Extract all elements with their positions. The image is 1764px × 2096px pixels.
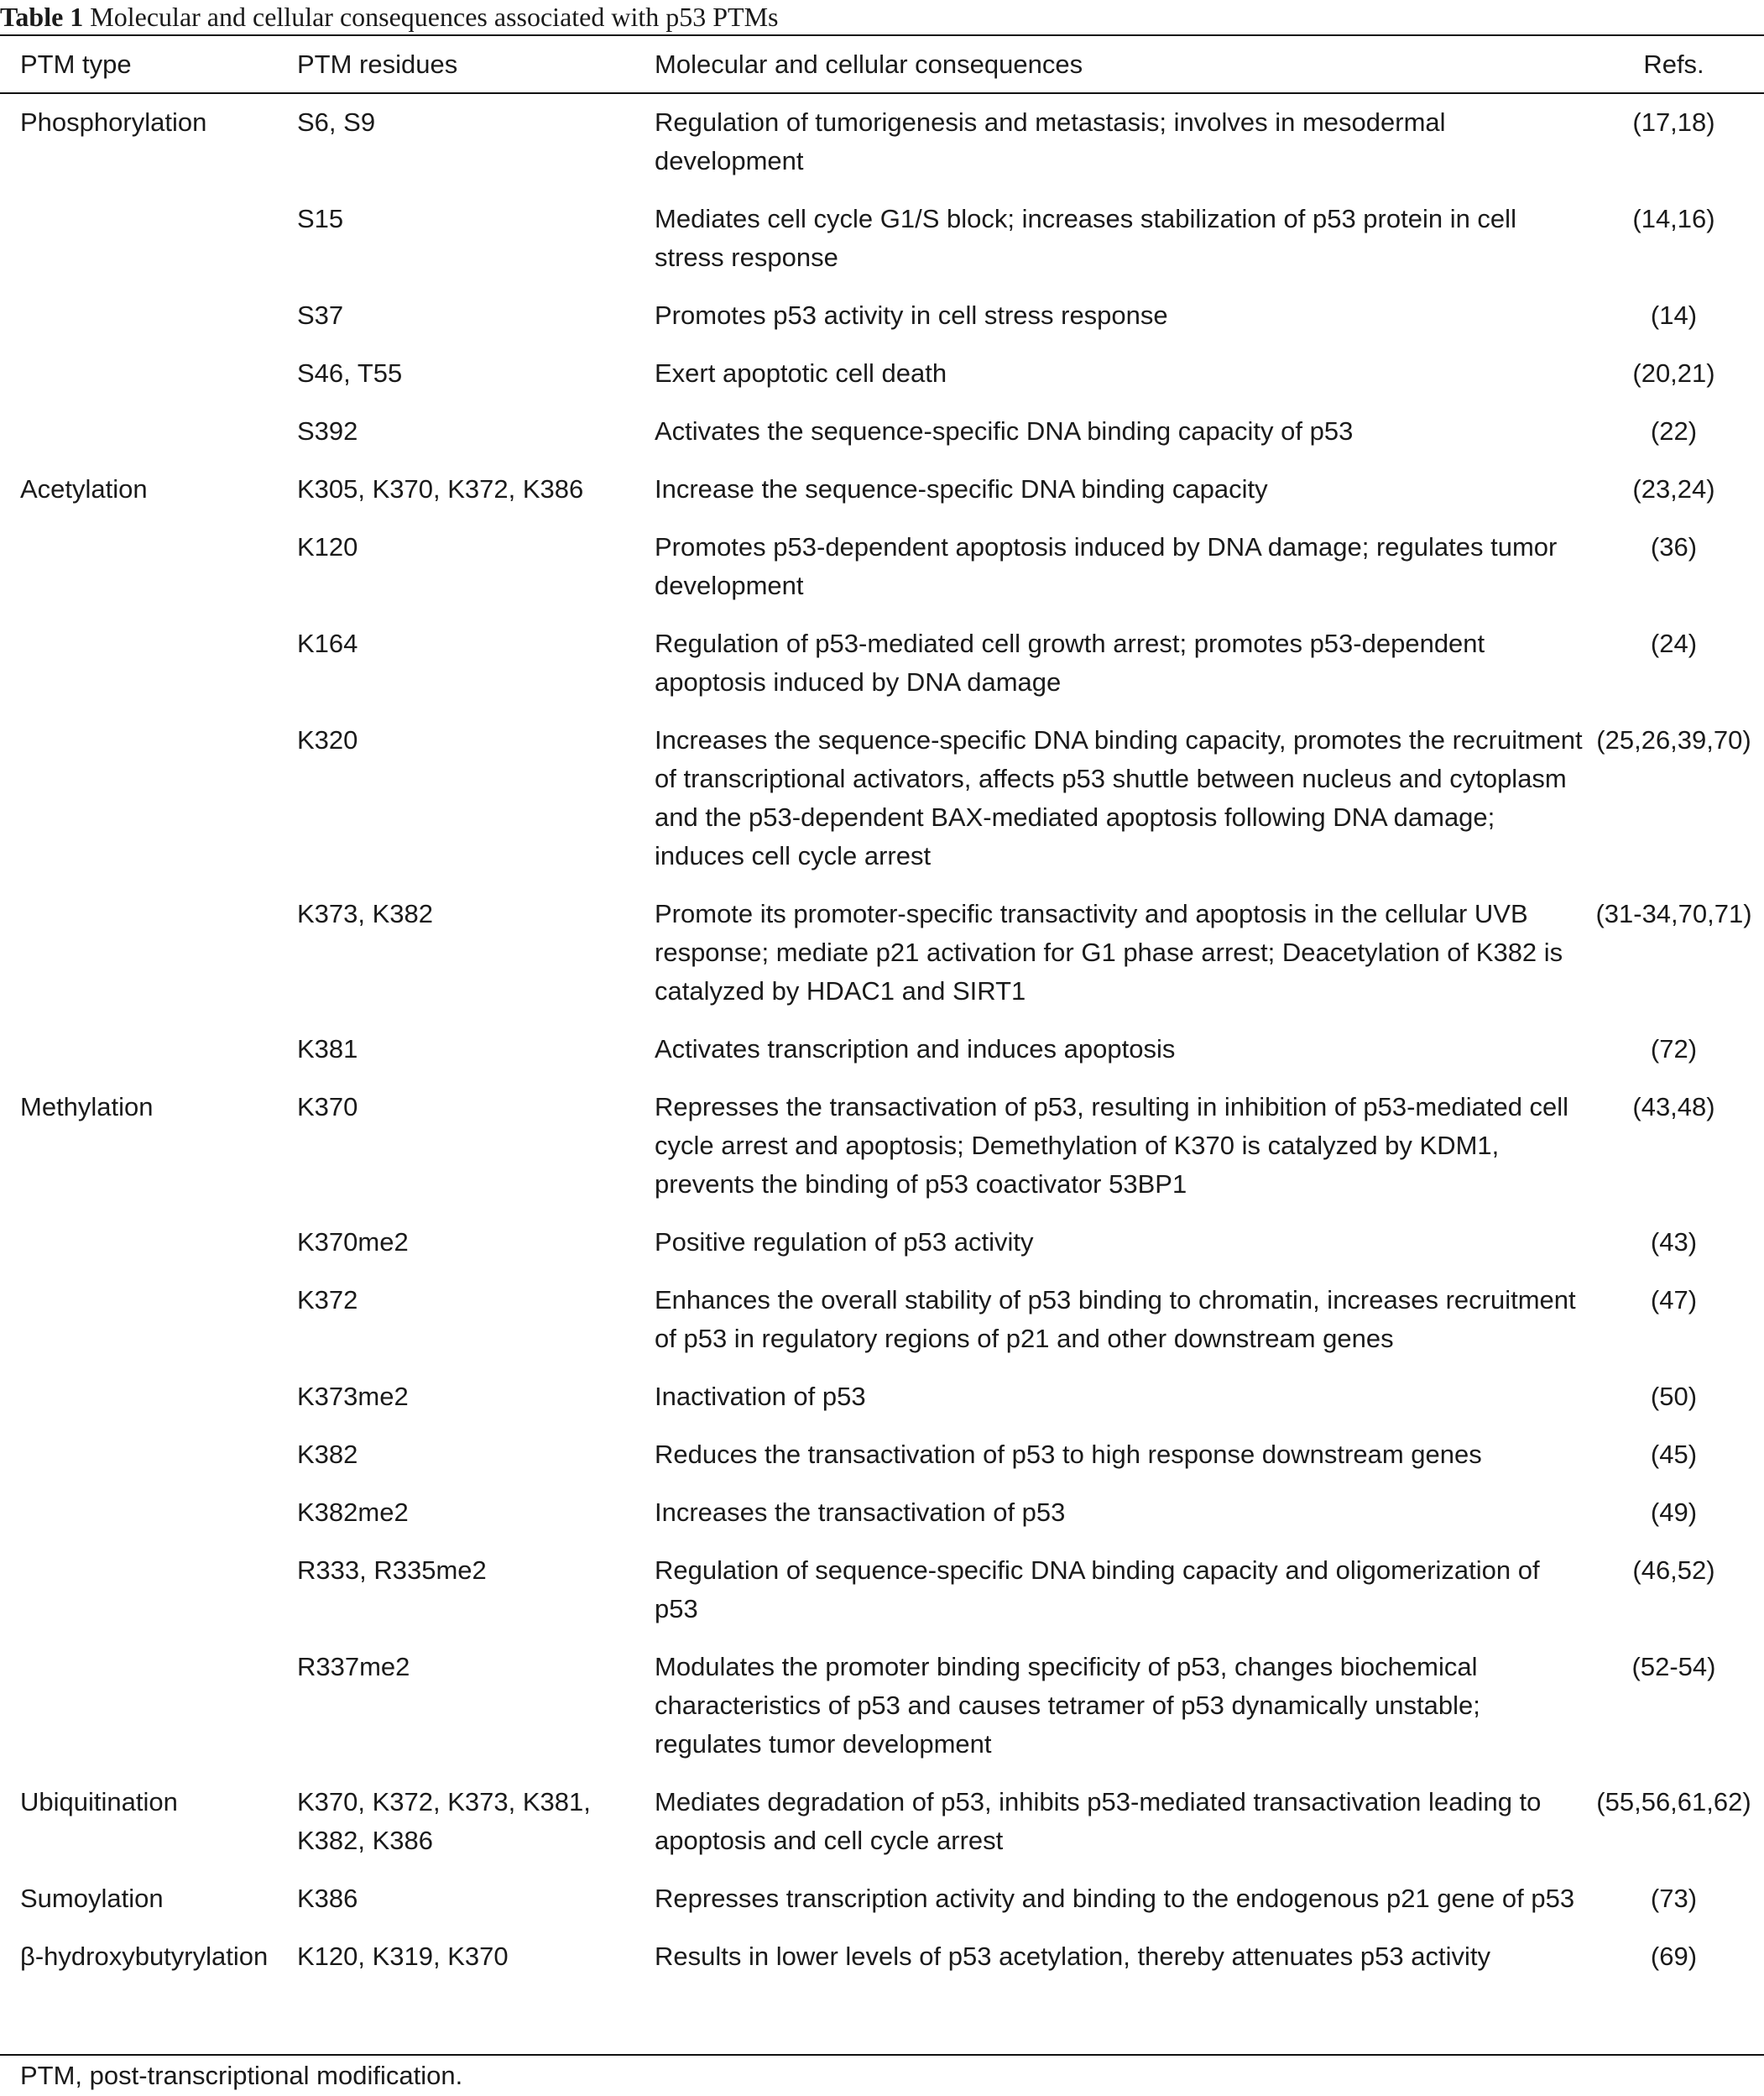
table-row — [0, 354, 1764, 412]
cell-consequences: Increases the sequence-specific DNA binding capacity, promotes the recruitment of transcriptional activators, affects p53 shuttle between nucleus and cytoplasm and the p53-dependent BAX-mediated apoptosis following DNA damage; induces cell cycle arrest — [655, 725, 1583, 870]
cell-ptm-residues: S6, S9 — [297, 107, 376, 137]
table-row — [0, 528, 1764, 625]
cell-refs: (24) — [1650, 629, 1698, 658]
cell-consequences: Represses transcription activity and binding to the endogenous p21 gene of p53 — [655, 1884, 1575, 1913]
cell-ptm-type — [0, 1551, 297, 1648]
cell-ptm-residues: S15 — [297, 204, 344, 233]
cell-ptm-type: Ubiquitination — [20, 1787, 178, 1816]
table-row — [0, 1648, 1764, 1783]
cell-refs: (14,16) — [1632, 204, 1715, 233]
cell-ptm-type: Phosphorylation — [20, 107, 207, 137]
cell-ptm-type — [0, 1281, 297, 1377]
cell-ptm-type — [0, 721, 297, 895]
cell-ptm-type — [0, 895, 297, 1030]
cell-refs: (43) — [1650, 1227, 1698, 1257]
cell-ptm-residues: K386 — [297, 1884, 358, 1913]
table-row — [0, 1551, 1764, 1648]
cell-ptm-type — [0, 625, 297, 721]
cell-ptm-type: Acetylation — [20, 474, 148, 504]
cell-refs: (31-34,70,71) — [1595, 899, 1752, 928]
table-row — [0, 1937, 1764, 1995]
cell-consequences: Increase the sequence-specific DNA binding capacity — [655, 474, 1268, 504]
bottom-rule — [0, 2054, 1764, 2056]
table-header — [0, 36, 1764, 93]
cell-refs: (47) — [1650, 1285, 1698, 1315]
header-ptm-residues: PTM residues — [297, 50, 458, 79]
cell-refs: (45) — [1650, 1440, 1698, 1469]
table-body — [0, 103, 1764, 1995]
cell-ptm-residues: K305, K370, K372, K386 — [297, 474, 584, 504]
cell-ptm-residues: S46, T55 — [297, 358, 403, 388]
table-row — [0, 296, 1764, 354]
cell-refs: (49) — [1650, 1498, 1698, 1527]
cell-consequences: Modulates the promoter binding specificity of p53, changes biochemical characteristics of p53 and causes tetramer of p53 dynamically unstable; regulates tumor development — [655, 1652, 1480, 1759]
table-row — [0, 1377, 1764, 1435]
table-title: Molecular and cellular consequences associated with p53 PTMs — [90, 2, 779, 32]
cell-consequences: Mediates degradation of p53, inhibits p53-mediated transactivation leading to apoptosis and cell cycle arrest — [655, 1787, 1542, 1855]
cell-refs: (20,21) — [1632, 358, 1715, 388]
cell-ptm-residues: K382me2 — [297, 1498, 409, 1527]
cell-consequences: Increases the transactivation of p53 — [655, 1498, 1066, 1527]
cell-ptm-residues: K373, K382 — [297, 899, 434, 928]
table-row — [0, 625, 1764, 721]
table-row — [0, 470, 1764, 528]
cell-ptm-type — [0, 200, 297, 296]
cell-refs: (25,26,39,70) — [1596, 725, 1751, 755]
table-caption — [0, 0, 1764, 34]
cell-ptm-residues: K382 — [297, 1440, 358, 1469]
cell-ptm-residues: K370, K372, K373, K381, K382, K386 — [297, 1787, 591, 1855]
cell-refs: (36) — [1650, 532, 1698, 562]
cell-consequences: Represses the transactivation of p53, resulting in inhibition of p53-mediated cell cycle arrest and apoptosis; Demethylation of K370 is catalyzed by KDM1, prevents the binding of p53 coactivator 53BP1 — [655, 1092, 1569, 1199]
cell-ptm-residues: K370me2 — [297, 1227, 409, 1257]
cell-ptm-residues: K320 — [297, 725, 358, 755]
cell-consequences: Reduces the transactivation of p53 to high response downstream genes — [655, 1440, 1482, 1469]
cell-consequences: Regulation of p53-mediated cell growth arrest; promotes p53-dependent apoptosis induced by DNA damage — [655, 629, 1485, 697]
cell-refs: (52-54) — [1631, 1652, 1716, 1681]
table-row — [0, 1783, 1764, 1879]
cell-ptm-type — [0, 1648, 297, 1783]
header-row — [0, 36, 1764, 93]
cell-consequences: Mediates cell cycle G1/S block; increases stabilization of p53 protein in cell stress response — [655, 204, 1516, 272]
cell-refs: (46,52) — [1632, 1555, 1715, 1585]
table-row — [0, 1493, 1764, 1551]
cell-ptm-residues: K372 — [297, 1285, 358, 1315]
cell-ptm-type: Methylation — [20, 1092, 154, 1121]
cell-ptm-type — [0, 354, 297, 412]
table-row — [0, 1281, 1764, 1377]
cell-ptm-residues: R333, R335me2 — [297, 1555, 487, 1585]
table-row — [0, 895, 1764, 1030]
table-row — [0, 1223, 1764, 1281]
table-row — [0, 721, 1764, 895]
cell-consequences: Regulation of sequence-specific DNA binding capacity and oligomerization of p53 — [655, 1555, 1540, 1623]
cell-ptm-residues: S392 — [297, 416, 358, 446]
cell-ptm-residues: K120, K319, K370 — [297, 1942, 509, 1971]
cell-ptm-type — [0, 1030, 297, 1088]
cell-refs: (14) — [1650, 301, 1698, 330]
cell-ptm-residues: K370 — [297, 1092, 358, 1121]
cell-refs: (17,18) — [1632, 107, 1715, 137]
cell-ptm-type — [0, 528, 297, 625]
cell-consequences: Inactivation of p53 — [655, 1382, 866, 1411]
cell-refs: (43,48) — [1632, 1092, 1715, 1121]
table-row — [0, 1879, 1764, 1937]
cell-ptm-type — [0, 1493, 297, 1551]
cell-refs: (69) — [1650, 1942, 1698, 1971]
cell-refs: (73) — [1650, 1884, 1698, 1913]
cell-ptm-type — [0, 1377, 297, 1435]
cell-ptm-type — [0, 1223, 297, 1281]
cell-ptm-type — [0, 412, 297, 470]
cell-refs: (23,24) — [1632, 474, 1715, 504]
table-row — [0, 412, 1764, 470]
table-row — [0, 1088, 1764, 1223]
table-row — [0, 103, 1764, 200]
cell-consequences: Activates the sequence-specific DNA binding capacity of p53 — [655, 416, 1354, 446]
cell-consequences: Promotes p53-dependent apoptosis induced by DNA damage; regulates tumor development — [655, 532, 1558, 600]
cell-consequences: Promotes p53 activity in cell stress response — [655, 301, 1168, 330]
cell-ptm-type: Sumoylation — [20, 1884, 164, 1913]
header-rule — [0, 92, 1764, 94]
cell-refs: (72) — [1650, 1034, 1698, 1064]
cell-ptm-residues: K381 — [297, 1034, 358, 1064]
table-footnote: PTM, post-transcriptional modification. — [20, 2061, 463, 2090]
cell-consequences: Regulation of tumorigenesis and metastasis; involves in mesodermal development — [655, 107, 1446, 175]
cell-refs: (55,56,61,62) — [1596, 1787, 1751, 1816]
table-row — [0, 1435, 1764, 1493]
header-ptm-type: PTM type — [20, 50, 132, 79]
cell-ptm-residues: R337me2 — [297, 1652, 410, 1681]
table-row — [0, 200, 1764, 296]
cell-ptm-type — [0, 1435, 297, 1493]
cell-ptm-residues: K164 — [297, 629, 358, 658]
cell-ptm-type: β-hydroxybutyrylation — [20, 1942, 269, 1971]
cell-consequences: Exert apoptotic cell death — [655, 358, 947, 388]
cell-consequences: Positive regulation of p53 activity — [655, 1227, 1034, 1257]
cell-refs: (50) — [1650, 1382, 1698, 1411]
table-label: Table 1 — [0, 2, 84, 32]
cell-ptm-residues: S37 — [297, 301, 344, 330]
cell-consequences: Promote its promoter-specific transactivity and apoptosis in the cellular UVB response; mediate p21 activation for G1 phase arrest; Deacetylation of K382 is catalyzed by HDAC1 and SIRT1 — [655, 899, 1563, 1006]
cell-ptm-residues: K373me2 — [297, 1382, 409, 1411]
cell-refs: (22) — [1650, 416, 1698, 446]
header-consequences: Molecular and cellular consequences — [655, 50, 1083, 79]
cell-ptm-residues: K120 — [297, 532, 358, 562]
table-row — [0, 1030, 1764, 1088]
cell-ptm-type — [0, 296, 297, 354]
cell-consequences: Results in lower levels of p53 acetylation, thereby attenuates p53 activity — [655, 1942, 1490, 1971]
cell-consequences: Activates transcription and induces apoptosis — [655, 1034, 1176, 1064]
cell-consequences: Enhances the overall stability of p53 binding to chromatin, increases recruitment of p53 in regulatory regions of p21 and other downstream genes — [655, 1285, 1576, 1353]
header-refs: Refs. — [1643, 50, 1704, 79]
